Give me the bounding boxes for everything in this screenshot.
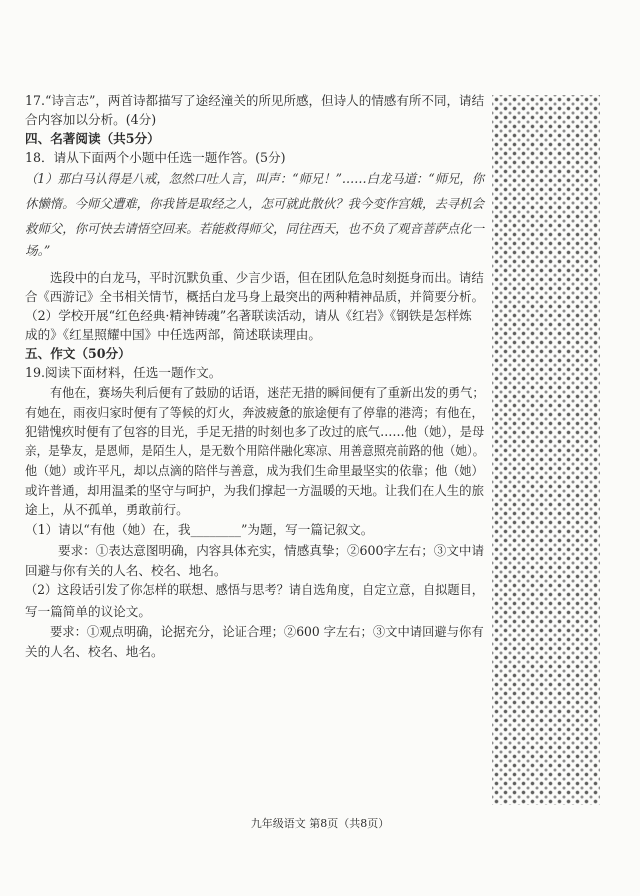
question-18-2-line: 成的》《红星照耀中国》中任选两部，简述联读理由。 <box>25 327 321 342</box>
essay-option-2: 写一篇简单的议论文。 <box>25 604 151 619</box>
section-heading-essay: 五、作文（50分） <box>25 346 131 361</box>
section-heading-classics: 四、名著阅读（共5分） <box>25 131 160 146</box>
material-line: 途上，从不孤单，勇敢前行。 <box>25 502 189 517</box>
question-18-1-line: 选段中的白龙马，平时沉默负重、少言少语，但在团队危急时刻挺身而出。请结 <box>50 270 484 285</box>
decorative-pattern-strip <box>492 95 600 805</box>
question-17-line: 17.“诗言志”，两首诗都描写了途经潼关的所见所感，但诗人的情感有所不同，请结 <box>25 93 485 108</box>
excerpt-line: （1）那白马认得是八戒，忽然口吐人言，叫声：“师兄！”……白龙马道：“师兄，你 <box>25 171 485 186</box>
material-line: 有她在，雨夜归家时便有了等候的灯火，奔波疲惫的旅途便有了停靠的港湾；有他在， <box>25 405 484 420</box>
page-footer: 九年级语文 第8页（共8页） <box>250 817 390 830</box>
question-19-line: 19.阅读下面材料，任选一题作文。 <box>25 365 222 380</box>
material-line: 亲，是挚友，是恩师，是陌生人，是无数个用陪伴融化寒凉、用善意照亮前路的他（她）。 <box>25 443 485 458</box>
question-18-line: 18．请从下面两个小题中任选一题作答。(5分) <box>25 150 286 165</box>
material-line: 他（她）或许平凡，却以点滴的陪伴与善意，成为我们生命里最坚实的依靠；他（她） <box>25 463 484 478</box>
excerpt-line: 救师父，你可快去请悟空回来。若能救得师父，同往西天，也不负了观音菩萨点化一 <box>25 221 484 236</box>
excerpt-line: 场。” <box>25 243 51 258</box>
essay-option-1-requirements: 回避与你有关的人名、校名、地名。 <box>25 563 227 578</box>
material-line: 犯错愧疚时便有了包容的目光，手足无措的时刻也多了改过的底气……他（她），是母 <box>25 424 485 439</box>
question-18-1-line: 合《西游记》全书相关情节，概括白龙马身上最突出的两种精神品质，并简要分析。 <box>25 289 484 304</box>
question-17-line: 合内容加以分析。(4分) <box>25 112 157 127</box>
essay-option-1: （1）请以“有他（她）在，我________”为题，写一篇记叙文。 <box>25 522 374 537</box>
essay-option-2: （2）这段话引发了你怎样的联想、感悟与思考？请自选角度，自定立意，自拟题目， <box>25 582 485 597</box>
essay-option-2-requirements: 关的人名、校名、地名。 <box>25 644 164 659</box>
essay-option-2-requirements: 要求：①观点明确，论据充分，论证合理；②600 字左右；③文中请回避与你有 <box>50 624 484 639</box>
question-18-2-line: （2）学校开展“红色经典·精神铸魂”名著联读活动，请从《红岩》《钢铁是怎样炼 <box>25 308 472 323</box>
excerpt-line: 休懒惰。今师父遭难，你我皆是取经之人，怎可就此散伙？我今变作宫娥，去寻机会 <box>25 196 484 211</box>
essay-option-1-requirements: 要求：①表达意图明确，内容具体充实，情感真挚；②600字左右；③文中请 <box>58 543 485 558</box>
material-line: 或许普通，却用温柔的坚守与呵护，为我们撑起一方温暖的天地。让我们在人生的旅 <box>25 483 484 498</box>
material-line: 有他在，赛场失利后便有了鼓励的话语，迷茫无措的瞬间便有了重新出发的勇气； <box>50 385 485 400</box>
